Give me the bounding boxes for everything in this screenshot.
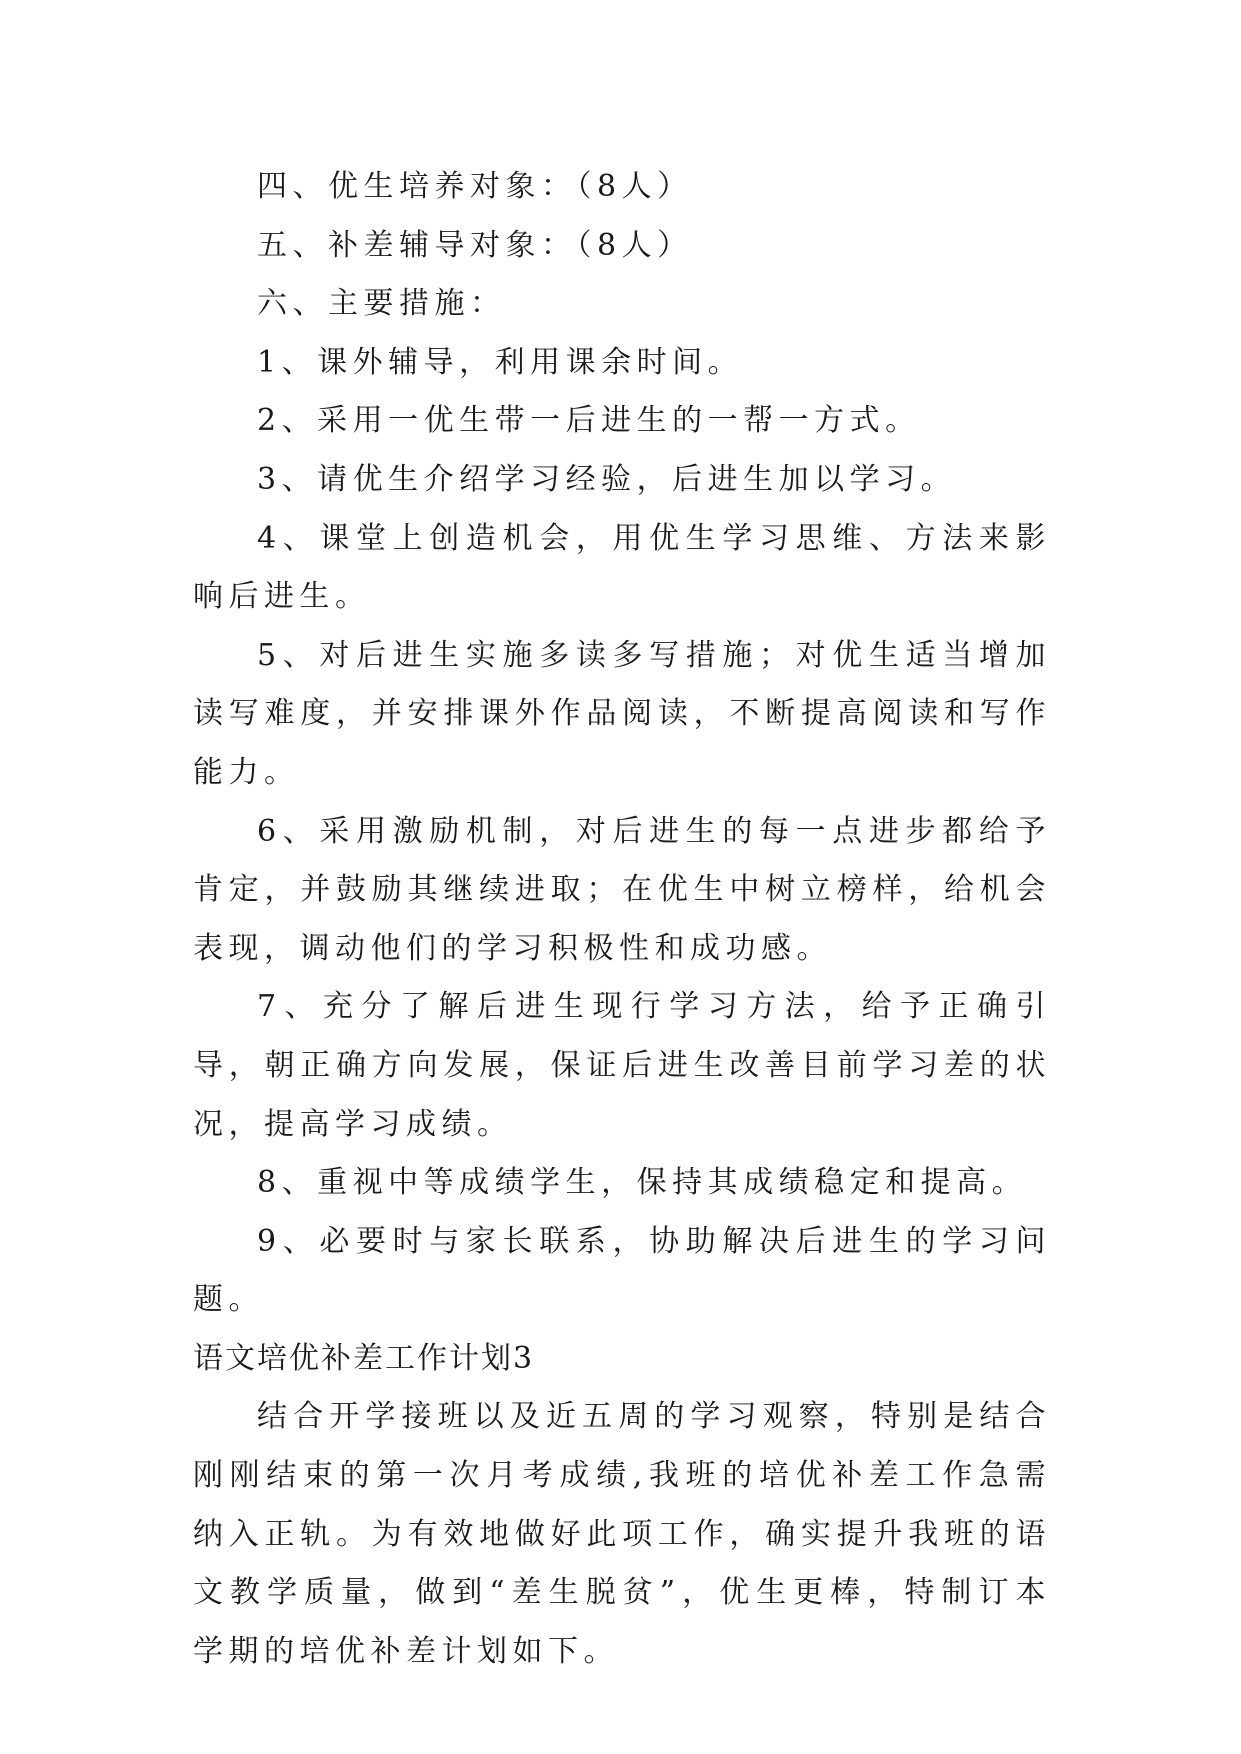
section-heading: 语文培优补差工作计划3: [193, 1340, 535, 1376]
list-item-measure-6: 6、采用激励机制，对后进生的每一点进步都给予肯定，并鼓励其继续进取；在优生中树立榜样，给机会表现，调动他们的学习积极性和成功感。: [193, 813, 1051, 966]
list-item-measure-5: 5、对后进生实施多读多写措施；对优生适当增加读写难度，并安排课外作品阅读，不断提高阅读和写作能力。: [193, 637, 1051, 790]
list-item-measure-9: 9、必要时与家长联系，协助解决后进生的学习问题。: [193, 1223, 1051, 1318]
list-item-measure-4: 4、课堂上创造机会，用优生学习思维、方法来影响后进生。: [193, 520, 1051, 615]
list-item-measure-7: 7、充分了解后进生现行学习方法，给予正确引导，朝正确方向发展，保证后进生改善目前学习差的状况，提高学习成绩。: [193, 989, 1051, 1142]
paragraph-intro: 结合开学接班以及近五周的学习观察，特别是结合刚刚结束的第一次月考成绩,我班的培优补差工作急需纳入正轨。为有效地做好此项工作，确实提升我班的语文教学质量，做到“差生脱贫”，优生更棒，特制订本学期的培优补差计划如下。: [193, 1399, 1051, 1669]
paragraph-remedial-students: 五、补差辅导对象：（8人）: [257, 227, 693, 263]
list-item-measure-8: 8、重视中等成绩学生，保持其成绩稳定和提高。: [257, 1165, 1028, 1201]
list-item-measure-3: 3、请优生介绍学习经验，后进生加以学习。: [257, 461, 957, 497]
document-page: [193, 158, 1051, 1681]
list-item-measure-1: 1、课外辅导，利用课余时间。: [257, 344, 744, 380]
paragraph-excellent-students: 四、优生培养对象：（8人）: [257, 169, 693, 204]
paragraph-main-measures: 六、主要措施：: [257, 286, 506, 322]
list-item-measure-2: 2、采用一优生带一后进生的一帮一方式。: [257, 403, 921, 439]
